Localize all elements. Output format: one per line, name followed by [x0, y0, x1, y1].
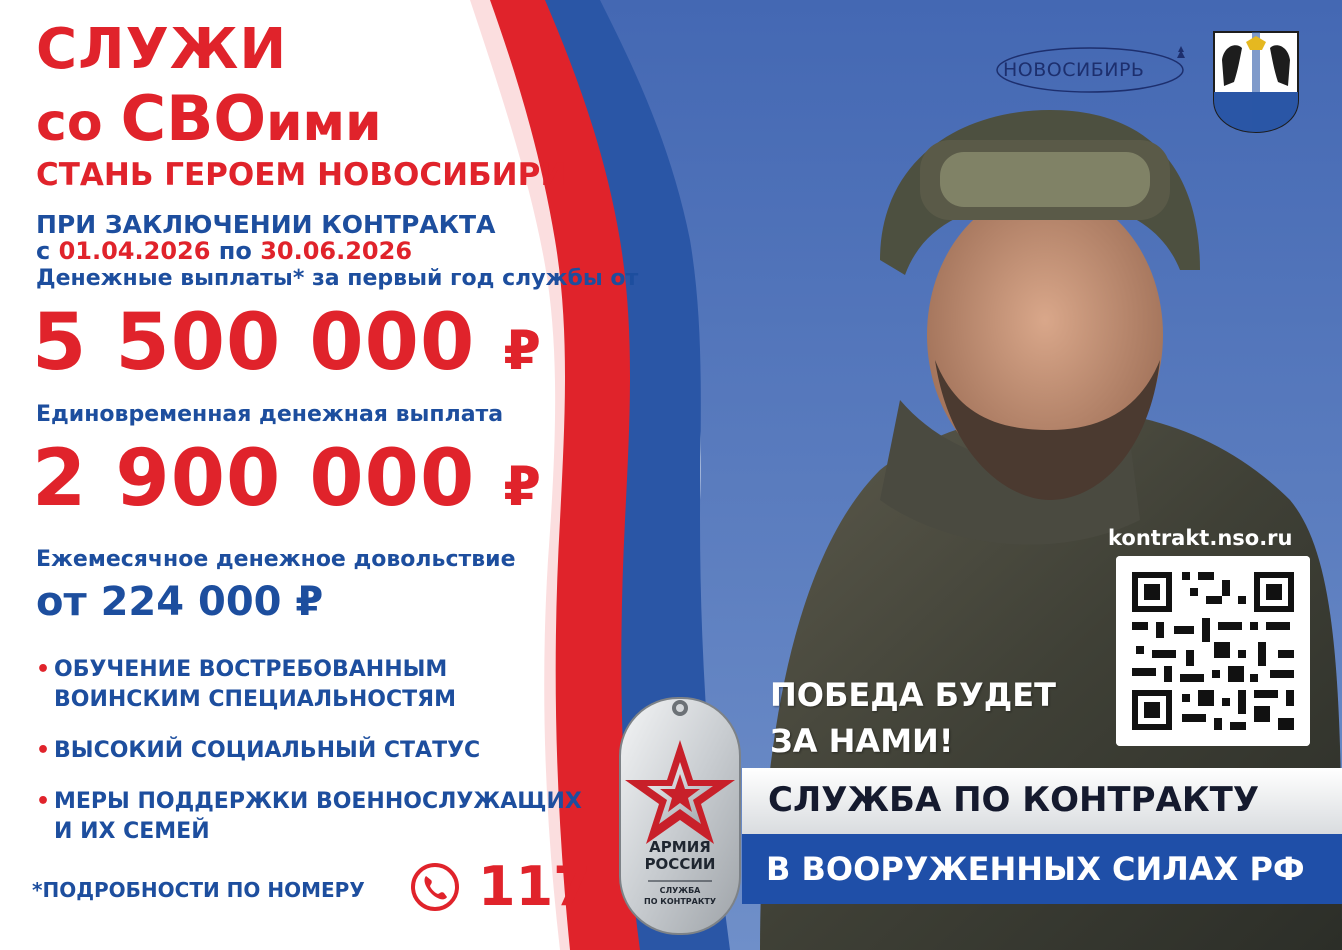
- bullet-icon: •: [36, 738, 51, 763]
- benefit-line2: ВОИНСКИМ СПЕЦИАЛЬНОСТЯМ: [54, 687, 456, 712]
- title-line1: СЛУЖИ: [36, 17, 288, 82]
- tag-army-line2: РОССИИ: [644, 855, 716, 873]
- tag-sub-line2: ПО КОНТРАКТУ: [644, 897, 716, 906]
- slogan: [770, 672, 1056, 764]
- date-to-prefix: по: [210, 237, 261, 265]
- first-year-label: Денежные выплаты* за первый год службы от: [36, 266, 639, 291]
- bullet-icon: •: [36, 657, 51, 682]
- armed-forces-text: В ВООРУЖЕННЫХ СИЛАХ РФ: [766, 850, 1305, 888]
- title-line2-prefix: со: [36, 93, 121, 153]
- ruble-sign: ₽: [503, 455, 542, 518]
- one-time-amount-value: 2 900 000: [32, 434, 476, 524]
- qr-code-icon[interactable]: [1116, 556, 1310, 746]
- contract-service-text: СЛУЖБА ПО КОНТРАКТУ: [768, 780, 1260, 820]
- title-line2: [36, 84, 382, 158]
- title-line2-suffix: ими: [266, 93, 382, 153]
- ruble-sign: ₽: [503, 319, 542, 382]
- slogan-line1: ПОБЕДА БУДЕТ: [770, 676, 1056, 714]
- date-from-prefix: с: [36, 237, 59, 265]
- monthly-amount: от 224 000 ₽: [36, 579, 324, 625]
- contract-dates: [36, 237, 412, 265]
- tag-army-line1: АРМИЯ: [649, 838, 711, 856]
- benefit-line1: ВЫСОКИЙ СОЦИАЛЬНЫЙ СТАТУС: [54, 738, 481, 763]
- phone-number: 117: [478, 855, 591, 918]
- phone-icon: [410, 862, 460, 912]
- benefit-item: [36, 787, 616, 847]
- slogan-line2: ЗА НАМИ!: [770, 722, 954, 760]
- first-year-amount: [32, 300, 542, 394]
- bullet-icon: •: [36, 789, 51, 814]
- tag-sub-line1: СЛУЖБА: [659, 886, 701, 895]
- phone-label: *ПОДРОБНОСТИ ПО НОМЕРУ: [32, 878, 365, 902]
- title-line3: СТАНЬ ГЕРОЕМ НОВОСИБИРИ: [36, 157, 567, 193]
- title-line2-accent: СВО: [120, 82, 267, 155]
- benefit-item: [36, 655, 616, 715]
- city-logo-text: НОВОСИБИРЬ: [1003, 59, 1145, 81]
- benefit-line1: МЕРЫ ПОДДЕРЖКИ ВОЕННОСЛУЖАЩИХ: [54, 789, 582, 814]
- one-time-label: Единовременная денежная выплата: [36, 402, 504, 427]
- date-to: 30.06.2026: [260, 237, 413, 265]
- benefit-line2: И ИХ СЕМЕЙ: [54, 819, 210, 844]
- coat-of-arms-icon: [1212, 30, 1300, 134]
- website-url[interactable]: kontrakt.nso.ru: [1108, 526, 1293, 550]
- benefit-item: [36, 736, 616, 766]
- first-year-amount-value: 5 500 000: [32, 298, 476, 388]
- contract-heading: ПРИ ЗАКЛЮЧЕНИИ КОНТРАКТА: [36, 210, 496, 239]
- one-time-amount: [32, 436, 542, 530]
- benefit-line1: ОБУЧЕНИЕ ВОСТРЕБОВАННЫМ: [54, 657, 448, 682]
- monthly-label: Ежемесячное денежное довольствие: [36, 547, 516, 572]
- date-from: 01.04.2026: [58, 237, 211, 265]
